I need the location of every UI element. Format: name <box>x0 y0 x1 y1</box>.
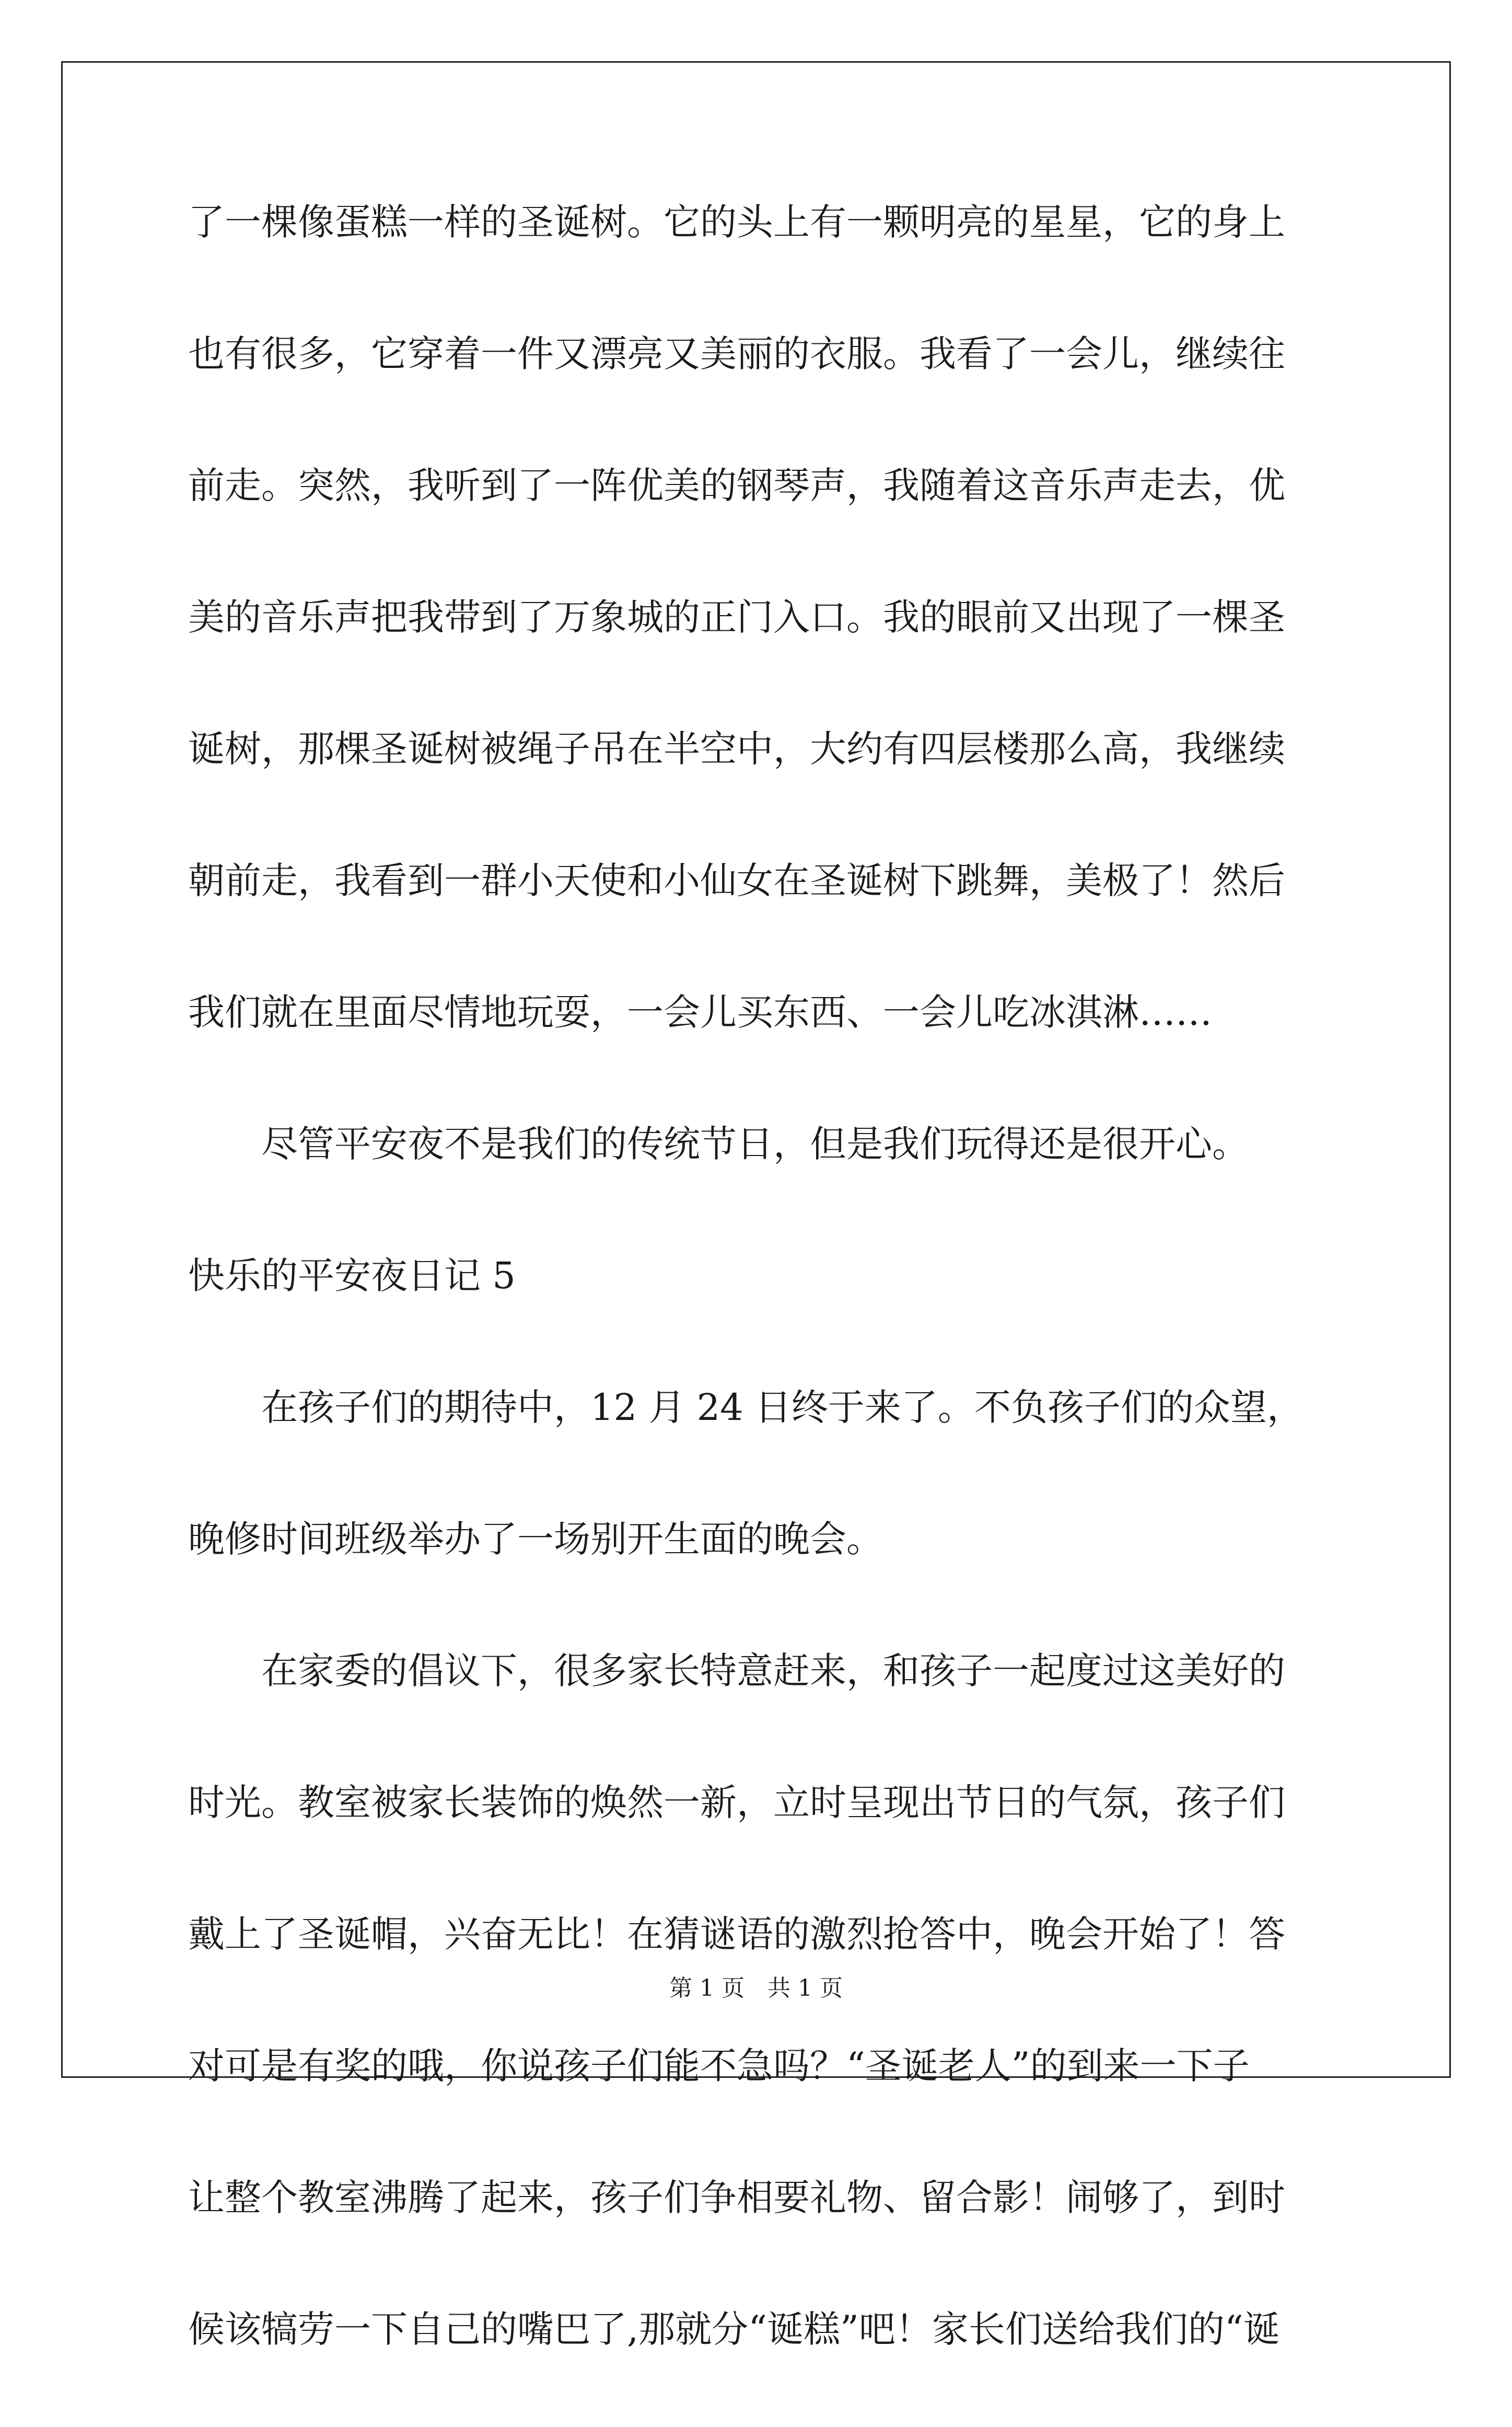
text-line: 候该犒劳一下自己的嘴巴了,那就分“诞糕”吧！家长们送给我们的“诞 <box>188 2308 1280 2351</box>
page-footer: 第 1 页 共 1 页 <box>669 1975 843 2002</box>
text-line: 美的音乐声把我带到了万象城的正门入口。我的眼前又出现了一棵圣 <box>188 596 1285 639</box>
text-line: 也有很多，它穿着一件又漂亮又美丽的衣服。我看了一会儿，继续往 <box>188 332 1285 375</box>
paragraph-line: 尽管平安夜不是我们的传统节日，但是我们玩得还是很开心。 <box>261 1123 1249 1165</box>
text-line: 戴上了圣诞帽，兴奋无比！在猜谜语的激烈抢答中，晚会开始了！答 <box>188 1913 1285 1956</box>
text-line: 我们就在里面尽情地玩耍，一会儿买东西、一会儿吃冰淇淋…… <box>188 991 1212 1034</box>
text-line: 对可是有奖的哦，你说孩子们能不急吗？“圣诞老人”的到来一下子 <box>188 2044 1250 2087</box>
paragraph-line: 在家委的倡议下，很多家长特意赶来，和孩子一起度过这美好的 <box>261 1649 1285 1692</box>
section-heading: 快乐的平安夜日记 5 <box>188 1254 516 1297</box>
text-line: 让整个教室沸腾了起来，孩子们争相要礼物、留合影！闹够了，到时 <box>188 2176 1285 2219</box>
text-line: 朝前走，我看到一群小天使和小仙女在圣诞树下跳舞，美极了！然后 <box>188 859 1285 902</box>
text-line: 晚修时间班级举办了一场别开生面的晚会。 <box>188 1518 883 1561</box>
text-line: 时光。教室被家长装饰的焕然一新，立时呈现出节日的气氛，孩子们 <box>188 1781 1285 1824</box>
text-line: 了一棵像蛋糕一样的圣诞树。它的头上有一颗明亮的星星，它的身上 <box>188 201 1285 244</box>
document-body <box>188 188 1337 2427</box>
text-line: 前走。突然，我听到了一阵优美的钢琴声，我随着这音乐声走去，优 <box>188 464 1285 507</box>
text-line: 诞树，那棵圣诞树被绳子吊在半空中，大约有四层楼那么高，我继续 <box>188 727 1285 770</box>
paragraph-line: 在孩子们的期待中，12 月 24 日终于来了。不负孩子们的众望， <box>261 1386 1304 1429</box>
